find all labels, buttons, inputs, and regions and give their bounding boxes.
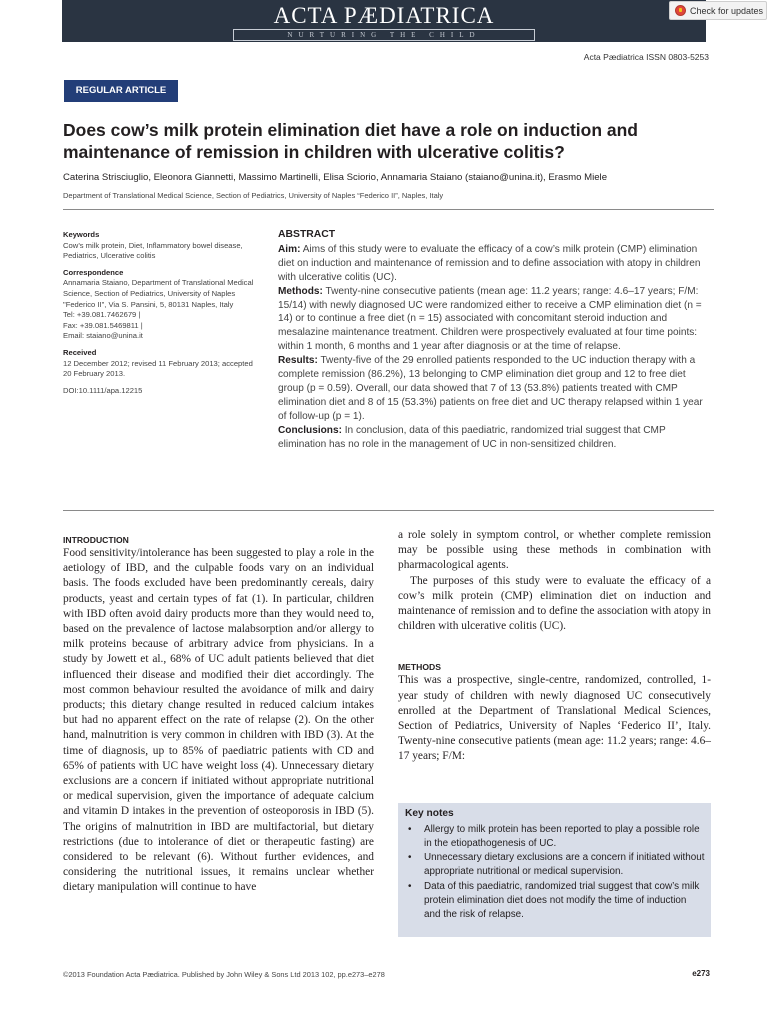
abstract-results <box>278 354 712 424</box>
journal-masthead <box>62 0 706 42</box>
conclusions-label: Conclusions: <box>278 424 342 436</box>
results-text: Twenty-five of the 29 enrolled patients responded to the UC induction therapy with a complete remission (86.2%), 13 belonging to CMP elimination diet group and 12 to free diet group (p = 0.59). Overall, our data showed that 7 of 13 (53.8%) patients treated with CMP elimination diet and 8 of 15 (53.3%) patients on free diet and UC therapy relapsed within 1 year of follow-up (p = 1). <box>278 355 703 422</box>
abstract-section <box>278 228 712 452</box>
key-note-item: • Data of this paediatric, randomized trial suggest that cow’s milk protein elimination diet does not modify the time of induction and the risk of relapse. <box>405 880 705 921</box>
methods-label: Methods: <box>278 285 323 297</box>
copyright-footer: ©2013 Foundation Acta Pædiatrica. Published by John Wiley & Sons Ltd 2013 102, pp.e273–e278 <box>63 970 385 979</box>
article-affiliation: Department of Translational Medical Science, Section of Pediatrics, University of Naples “Federico II”, Naples, Italy <box>63 191 444 200</box>
abstract-aim <box>278 243 712 285</box>
abstract-heading: ABSTRACT <box>278 229 336 240</box>
correspondence-fax: Fax: +39.081.5469811 | <box>63 320 143 330</box>
introduction-continued-paragraph: a role solely in symptom control, or whether complete remission may be possible using these methods in combination with pharmacological agents. <box>398 529 711 572</box>
aim-text: Aims of this study were to evaluate the efficacy of a cow’s milk protein (CMP) elimination diet on induction and maintenance of remission and to define association with atopy in children with ulcerative colitis (UC). <box>278 243 701 283</box>
correspondence-block <box>63 268 263 342</box>
check-for-updates-button[interactable] <box>669 1 767 20</box>
key-note-item: • Unnecessary dietary exclusions are a concern if initiated without appropriate nutritional or medical supervision. <box>405 851 705 879</box>
introduction-heading: INTRODUCTION <box>63 535 129 545</box>
check-for-updates-label: Check for updates <box>690 6 764 16</box>
introduction-paragraph: Food sensitivity/intolerance has been suggested to play a role in the aetiology of IBD, and the culpable foods vary on an individual basis. The foods excluded have been predominantly cereals, dairy products, yeast and certain types of fat (1). In particular, children with IBD often avoid dairy products more than they would need to, based on the prevalence of lactose malabsorption and/or allergy to milk proteins because of arbitrary advice from physicians. In a study by Jowett et al., 68% of UC adult patients believed that diet influenced their disease and modified their diet accordingly. The most common behaviour resulted the avoidance of milk and dairy products; this dietary change resulted in reduced calcium intakes but had no apparent effect on the rate of relapse (2). On the other hand, malnutrition is very common in children with IBD (3). At the time of diagnosis, up to 85% of paediatric patients with CD and 65% of patients with UC have weight loss (4). Unnecessary dietary exclusions are a concern if initiated without appropriate nutritional or medical supervision, given the importance of adequate calcium and vitamin D intakes in the prevention of osteoporosis in IBD (5). The origins of malnutrition in IBD are multifactorial, but dietary restrictions (due to intolerance of diet or therapeutic fasting) are considered to be relevant (6). Without further evidences, and considering the nutritional issues, it remains unclear whether dietary manipulation will continue to have <box>63 547 374 894</box>
correspondence-email[interactable]: Email: staiano@unina.it <box>63 331 143 341</box>
methods-paragraph: This was a prospective, single-centre, randomized, controlled, 1-year study of children with newly diagnosed UC consecutively enrolled at the Department of Translational Medical Sciences, Section of Pediatrics, University of Naples ‘Federico II’, Italy. Twenty-nine consecutive patients (mean age: 11.2 years; range: 4.6–17 years; F/M: <box>398 674 711 763</box>
journal-tagline: NURTURING THE CHILD <box>233 29 535 41</box>
body-column-right <box>398 528 711 765</box>
correspondence-tel: Tel: +39.081.7462679 | <box>63 310 141 320</box>
conclusions-text: In conclusion, data of this paediatric, randomized trial suggest that CMP elimination has no role in the management of UC in non-sensitized children. <box>278 424 666 450</box>
article-authors: Caterina Strisciuglio, Eleonora Giannetti, Massimo Martinelli, Elisa Sciorio, Annamaria Staiano (staiano@unina.it), Erasmo Miele <box>63 172 608 183</box>
methods-text: Twenty-nine consecutive patients (mean age: 11.2 years; range: 4.6–17 years; F/M: 15/14) with newly diagnosed UC were randomized either to receive a CMP elimination diet (n = 14) or to continue a free diet (n = 15) associated with concomitant steroid induction and mesalazine maintenance treatment. Children were prospectively evaluated at four time points: within 1 month, 6 months and 1 year after diagnosis or at the time of relapse. <box>278 285 702 353</box>
correspondence-heading: Correspondence <box>63 267 124 277</box>
received-dates: 12 December 2012; revised 11 February 2013; accepted 20 February 2013. <box>63 358 253 379</box>
keywords-block <box>63 230 263 262</box>
page-number: e273 <box>692 969 710 978</box>
key-notes-box <box>398 803 711 937</box>
key-note-item: • Allergy to milk protein has been reported to play a possible role in the etiopathogenesis of UC. <box>405 823 705 851</box>
doi-link[interactable]: DOI:10.1111/apa.12215 <box>63 385 143 395</box>
abstract-conclusions <box>278 424 712 452</box>
journal-name: ACTA PÆDIATRICA <box>273 3 495 28</box>
crossmark-icon <box>675 5 686 16</box>
article-type-badge: REGULAR ARTICLE <box>64 80 178 102</box>
received-heading: Received <box>63 347 97 357</box>
abstract-methods <box>278 285 712 355</box>
aim-label: Aim: <box>278 243 301 255</box>
article-title: Does cow’s milk protein elimination diet have a role on induction and maintenance of remission in children with ulcerative colitis? <box>63 120 638 162</box>
journal-issn: Acta Pædiatrica ISSN 0803-5253 <box>583 52 709 62</box>
article-info-sidebar <box>63 230 263 396</box>
results-label: Results: <box>278 355 318 367</box>
keywords-text: Cow’s milk protein, Diet, Inflammatory bowel disease, Pediatrics, Ulcerative colitis <box>63 240 243 261</box>
abstract-divider <box>63 510 714 511</box>
study-purpose-paragraph: The purposes of this study were to evaluate the efficacy of a cow’s milk protein (CMP) elimination diet on induction and maintenance of remission and to define the association with atopy in children with ulcerative colitis (UC). <box>398 574 711 633</box>
body-column-left <box>63 534 374 896</box>
received-block <box>63 348 263 380</box>
key-notes-heading: Key notes <box>405 808 454 819</box>
key-notes-list <box>405 823 705 922</box>
keywords-heading: Keywords <box>63 230 100 239</box>
methods-heading: METHODS <box>398 662 441 673</box>
correspondence-address: Annamaria Staiano, Department of Translational Medical Science, Section of Pediatrics, University of Naples "Federico II", Via S. Pansini, 5, 80131 Naples, Italy <box>63 278 254 309</box>
header-divider <box>63 209 714 210</box>
